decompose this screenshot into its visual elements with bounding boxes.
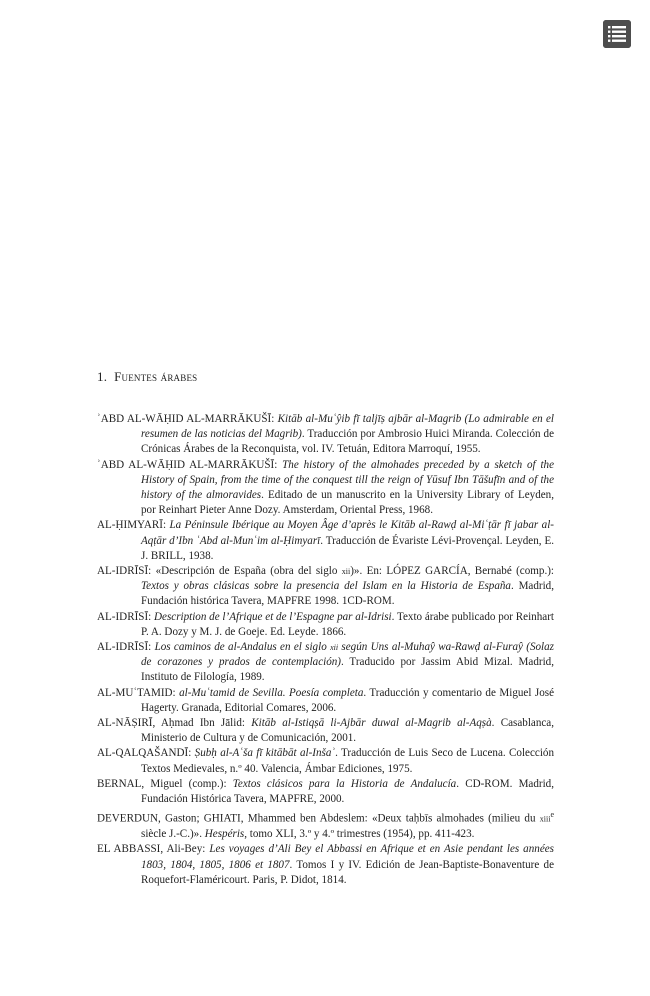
bibliography-entry: AL-MUʿTAMID: al-Muʿtamid de Sevilla. Poesía completa. Traducción y comentario de Miguel José Hagerty. Granada, Editorial Comares, 2006. — [97, 686, 554, 714]
bibliography-entry: AL-IDRĪSĪ: Description de l’Afrique et de l’Espagne par al-Idrisi. Texto árabe publicado por Reinhart P. A. Dozy y M. J. de Goeje. Ed. Leyde. 1866. — [97, 610, 554, 638]
list-menu-icon — [603, 20, 631, 48]
bibliography-entry: AL-ḤIMYARĪ: La Péninsule Ibérique au Moyen Âge d’après le Kitāb al-Rawḍ al-Miʿṭār fī jabar al-Aqṭār d’Ibn ʿAbd al-Munʿim al-Ḥimyarī. Traducción de Évariste Lévi-Provençal. Leyden, E. J. BRILL, 1938. — [97, 519, 554, 562]
bibliography-entry: ʾABD AL-WĀḤID AL-MARRĀKUŠĪ: The history of the almohades preceded by a sketch of the History of Spain, from the time of the conquest till the reign of Yūsuf Ibn Tāšufīn and of the history of the almoravides. Editado de un manuscrito en la University Library of Leyden, por Reinhart Pieter Anne Dozy. Amsterdam, Oriental Press, 1968. — [97, 458, 555, 517]
menu-button[interactable] — [603, 20, 631, 48]
bibliography-entry: EL ABBASSI, Ali-Bey: Les voyages d’Ali Bey el Abbassi en Afrique et en Asie pendant les années 1803, 1804, 1805, 1806 et 1807. Tomos I y IV. Edición de Jean-Baptiste-Bonaventure de Roquefort-Flaméricourt. Paris, P. Didot, 1814. — [97, 843, 554, 886]
bibliography-list — [97, 412, 554, 888]
bibliography-entry: AL-IDRĪSĪ: «Descripción de España (obra del siglo xii)». En: LÓPEZ GARCÍA, Bernabé (comp.): Textos y obras clásicas sobre la presencia del Islam en la Historia de España. Madrid, Fundación histórica Tavera, MAPFRE 1998. 1CD-ROM. — [97, 565, 554, 608]
section-title: Fuentes árabes — [114, 369, 198, 384]
bibliography-entry: DEVERDUN, Gaston; GHIATI, Mhammed ben Abdeslem: «Deux taḥbīs almohades (milieu du xiii$^e$ siècle J.-C.)». Hespéris, tomo XLI, 3.º y 4.º trimestres (1954), pp. 411-423. — [97, 810, 554, 841]
bibliography-entry: AL-IDRĪSĪ: Los caminos de al-Andalus en el siglo xii según Uns al-Muhaŷ wa-Rawḍ al-Furaŷ (Solaz de corazones y prados de contemplación). Traducido por Jassim Abid Mizal. Madrid, Instituto de Filología, 1989. — [97, 641, 554, 684]
bibliography-entry: AL-NĀṢIRĪ, Aḥmad Ibn Jālid: Kitāb al-Istiqṣā li-Ajbār duwal al-Magrib al-Aqṣà. Casablanca, Ministerio de Cultura y de Comunicación, 2001. — [97, 717, 554, 745]
section-heading — [97, 369, 197, 385]
section-number: 1. — [97, 369, 108, 384]
bibliography-entry: AL-QALQAŠANDĪ: Ṣubḥ al-Aʿša fī kitābāt al-Inšaʾ. Traducción de Luis Seco de Lucena. Colección Textos Medievales, n.º 40. Valencia, Ámbar Ediciones, 1975. — [97, 747, 554, 775]
bibliography-entry: BERNAL, Miguel (comp.): Textos clásicos para la Historia de Andalucía. CD-ROM. Madrid, Fundación Histórica Tavera, MAPFRE, 2000. — [97, 777, 555, 806]
bibliography-entry: ʾABD AL-WĀḤID AL-MARRĀKUŠĪ: Kitāb al-Muʿŷib fī taljīṣ ajbār al-Magrib (Lo admirable en el resumen de las noticias del Magrib). Traducción por Ambrosio Huici Miranda. Colección de Crónicas Árabes de la Reconquista, vol. IV. Tetuán, Editora Marroquí, 1955. — [97, 413, 554, 456]
